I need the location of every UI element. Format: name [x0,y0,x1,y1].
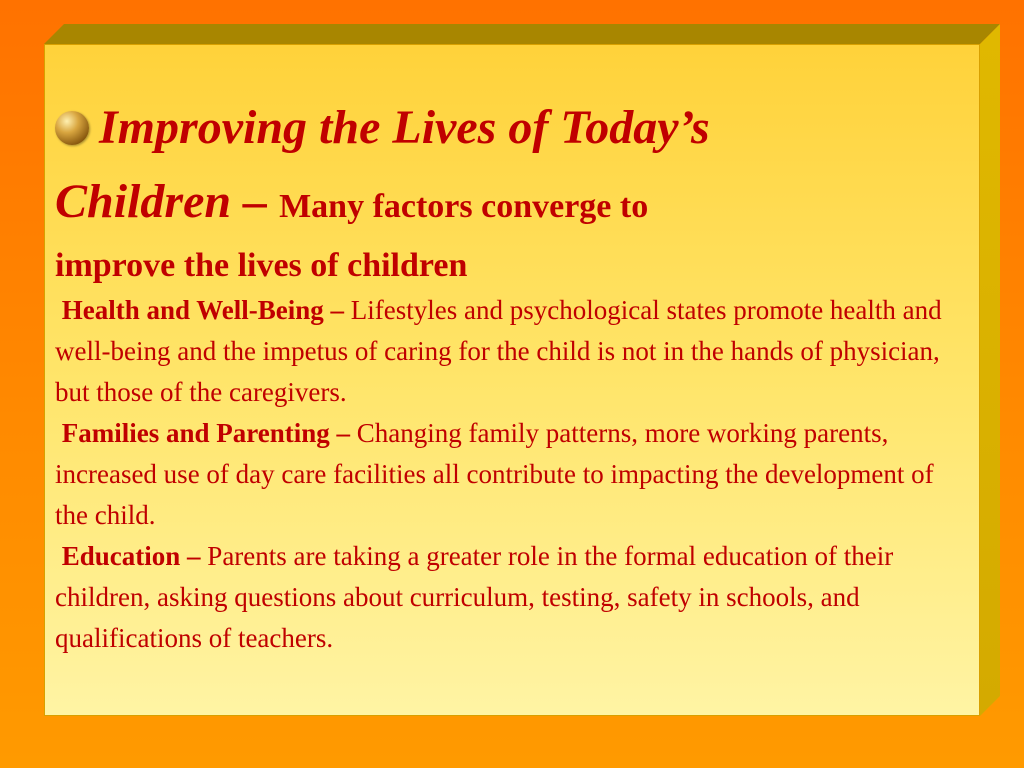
section-text-health: Lifestyles and psychological states promote health and well-being and the impetus of caring for the child is not in the hands of physician, but those of the caregivers. [55,295,942,407]
section-education [55,536,955,659]
section-heading-health: Health and Well-Being – [61,295,345,325]
slide-title-main: Improving the Lives of Today’s [99,101,710,154]
slide-title-line-1 [55,91,955,165]
slide-content [55,91,955,659]
section-health [55,290,955,413]
slide-subtitle-part2: improve the lives of children [55,247,468,284]
slide-board [44,44,980,716]
slide-title-dash: – [243,175,268,228]
slide-title-cont: Children [55,175,232,228]
section-text-families: Changing family patterns, more working parents, increased use of day care facilities all contribute to impacting the development of the child. [55,418,934,530]
gold-sphere-bullet-icon [55,111,89,145]
slide-title-line-2 [55,165,955,244]
section-heading-education: Education – [61,541,201,571]
section-families [55,413,955,536]
board-side-edge [980,24,1000,716]
section-text-education: Parents are taking a greater role in the formal education of their children, asking questions about curriculum, testing, safety in schools, and qualifications of teachers. [55,541,894,653]
slide-subtitle-part1: Many factors converge to [279,188,649,225]
board-top-edge [44,24,1000,44]
section-heading-families: Families and Parenting – [61,418,351,448]
